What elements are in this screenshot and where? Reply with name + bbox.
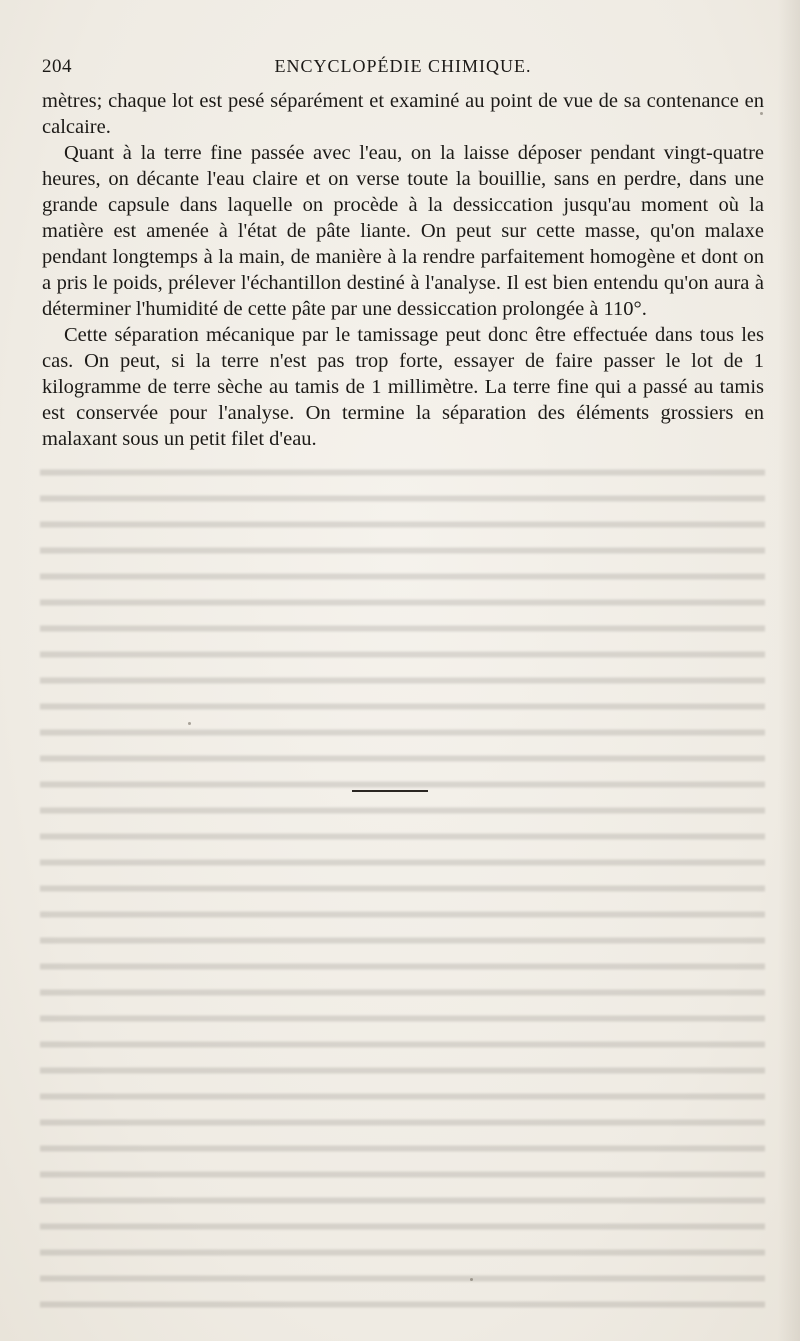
paper-speck: [188, 722, 191, 725]
paragraph-1: mètres; chaque lot est pesé séparément et examiné au point de vue de sa contenance en calcaire.: [42, 90, 764, 138]
running-head: ENCYCLOPÉDIE CHIMIQUE.: [274, 56, 532, 76]
section-rule: [352, 790, 428, 792]
bleed-through-text: [40, 455, 765, 1315]
page-edge-shadow: [778, 0, 800, 1341]
paragraph-2: Quant à la terre fine passée avec l'eau, on la laisse déposer pendant vingt-quatre heures, on décante l'eau claire et on verse toute la bouillie, sans en perdre, dans une grande capsule dans laquelle on procède à la dessiccation jusqu'au moment où la matière est amenée à l'état de pâte liante. On peut sur cette masse, qu'on malaxe pendant longtemps à la main, de manière à la rendre parfaitement homogène et dont on a pris le poids, prélever l'échantillon destiné à l'analyse. Il est bien entendu qu'on aura à déterminer l'humidité de cette pâte par une dessiccation prolongée à 110°.: [42, 142, 764, 320]
body-text: [42, 88, 764, 452]
page-number: 204: [42, 56, 72, 77]
page-header: [42, 56, 764, 82]
paper-speck: [760, 112, 763, 115]
paragraph-3: Cette séparation mécanique par le tamissage peut donc être effectuée dans tous les cas. On peut, si la terre n'est pas trop forte, essayer de faire passer le lot de 1 kilogramme de terre sèche au tamis de 1 millimètre. La terre fine qui a passé au tamis est conservée pour l'analyse. On termine la séparation des éléments grossiers en malaxant sous un petit filet d'eau.: [42, 324, 764, 450]
paper-speck: [470, 1278, 473, 1281]
